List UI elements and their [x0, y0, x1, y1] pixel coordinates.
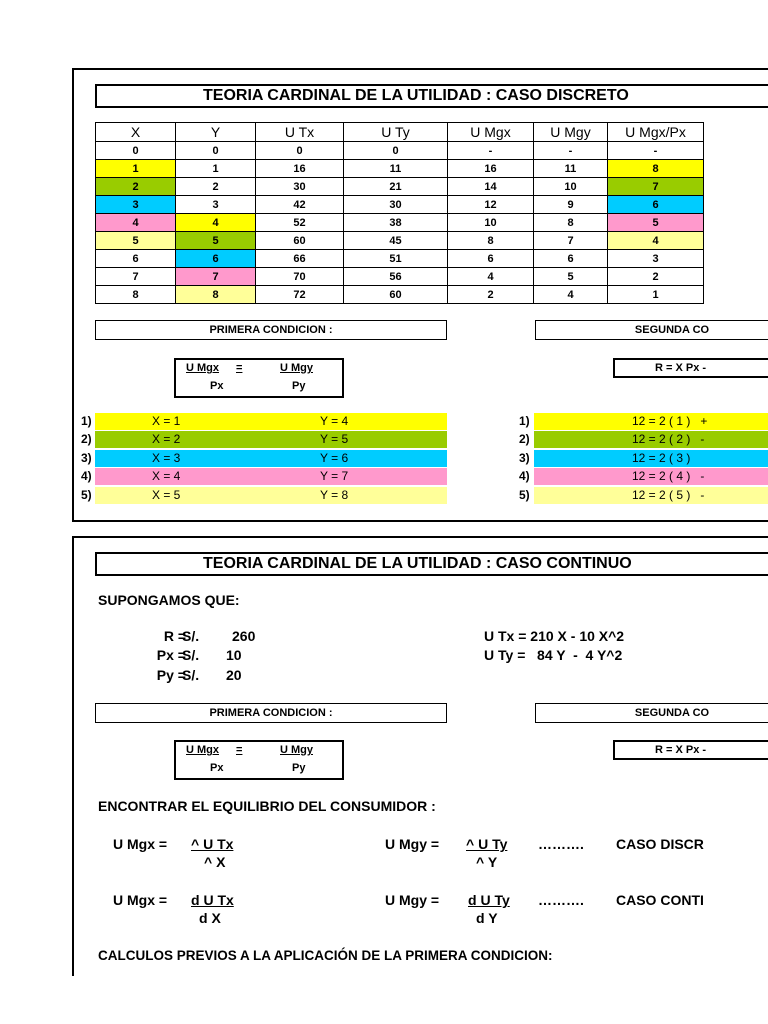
table-cell: 0 [176, 142, 256, 160]
table-cell: - [608, 142, 704, 160]
px-label: Px = [156, 647, 186, 663]
table-cell: 0 [96, 142, 176, 160]
table-cell: 2 [448, 286, 534, 304]
disc-den-y: ^ Y [476, 854, 498, 870]
table-row [96, 142, 704, 160]
table-cell: 51 [344, 250, 448, 268]
list-item [534, 468, 768, 485]
r-value: 260 [232, 628, 256, 644]
umgy-label-disc: U Mgy = [385, 836, 440, 852]
dots-cont: ………. [538, 892, 584, 908]
budget-expression: 12 = 2 ( 2 ) - [632, 432, 705, 447]
table-cell: 6 [534, 250, 608, 268]
equilibrio-heading: ENCONTRAR EL EQUILIBRIO DEL CONSUMIDOR : [98, 798, 436, 814]
table-cell: - [448, 142, 534, 160]
candidate-x: X = 2 [152, 432, 181, 447]
column-header: U Mgx [448, 123, 534, 142]
caso-continuo-label: CASO CONTI [616, 892, 704, 908]
table-cell: 30 [344, 196, 448, 214]
table-row [96, 286, 704, 304]
table-cell: 2 [96, 178, 176, 196]
umgx-label-cont: U Mgx = [113, 892, 168, 908]
formula-py: Py [292, 762, 306, 774]
formula-eq: = [236, 744, 243, 756]
umgx-label-disc: U Mgx = [113, 836, 168, 852]
list-item [95, 431, 447, 448]
table-cell: 8 [608, 160, 704, 178]
table-cell: 10 [448, 214, 534, 232]
budget-expression: 12 = 2 ( 4 ) - [632, 469, 705, 484]
candidate-y: Y = 4 [320, 414, 349, 428]
table-cell: 4 [608, 232, 704, 250]
utility-table [95, 122, 704, 304]
list-item [534, 450, 768, 467]
list-index: 3) [81, 450, 92, 465]
candidate-x: X = 1 [152, 414, 181, 428]
list-index: 3) [519, 450, 530, 465]
budget-formula-box-2: R = X Px - [613, 740, 768, 760]
budget-expression: 12 = 2 ( 1 ) + [632, 414, 708, 428]
table-cell: 14 [448, 178, 534, 196]
column-header: U Ty [344, 123, 448, 142]
table-row [96, 250, 704, 268]
list-item [95, 468, 447, 485]
budget-formula-box: R = X Px - [613, 358, 768, 378]
table-cell: 3 [176, 196, 256, 214]
table-cell: 12 [448, 196, 534, 214]
column-header: Y [176, 123, 256, 142]
formula-umgx: U Mgx [186, 362, 219, 374]
table-cell: 8 [448, 232, 534, 250]
formula-umgy: U Mgy [280, 744, 313, 756]
first-condition-formula-2 [174, 740, 344, 780]
py-currency: S/. [182, 667, 200, 683]
table-cell: 3 [608, 250, 704, 268]
list-index: 5) [81, 487, 92, 502]
formula-py: Py [292, 380, 306, 392]
table-cell: 2 [176, 178, 256, 196]
utx-function: U Tx = 210 X - 10 X^2 [484, 628, 625, 644]
formula-eq: = [236, 362, 243, 374]
r-label: R = [163, 628, 186, 644]
table-cell: 10 [534, 178, 608, 196]
table-cell: 7 [608, 178, 704, 196]
px-currency: S/. [182, 647, 200, 663]
table-cell: 5 [96, 232, 176, 250]
table-cell: 60 [344, 286, 448, 304]
table-cell: 4 [176, 214, 256, 232]
table-cell: 8 [176, 286, 256, 304]
table-cell: 5 [176, 232, 256, 250]
list-index: 1) [81, 414, 92, 428]
list-item [534, 487, 768, 504]
table-cell: 0 [344, 142, 448, 160]
budget-expression: 12 = 2 ( 5 ) - [632, 487, 705, 502]
table-cell: 1 [176, 160, 256, 178]
list-item [95, 450, 447, 467]
px-value: 10 [226, 647, 242, 663]
list-index: 5) [519, 487, 530, 502]
first-condition-formula [174, 358, 344, 398]
table-cell: 6 [448, 250, 534, 268]
cont-num-y: d U Ty [468, 892, 510, 908]
table-row [96, 232, 704, 250]
table-cell: 21 [344, 178, 448, 196]
table-cell: 52 [256, 214, 344, 232]
column-header: X [96, 123, 176, 142]
calculos-heading: CALCULOS PREVIOS A LA APLICACIÓN DE LA PRIMERA CONDICION: [98, 948, 553, 963]
formula-umgy: U Mgy [280, 362, 313, 374]
formula-px: Px [210, 762, 224, 774]
table-cell: 11 [344, 160, 448, 178]
table-cell: 66 [256, 250, 344, 268]
dots-disc: ………. [538, 836, 584, 852]
umgy-label-cont: U Mgy = [385, 892, 440, 908]
uty-function: U Ty = 84 Y - 4 Y^2 [484, 647, 623, 663]
table-cell: 60 [256, 232, 344, 250]
candidate-y: Y = 6 [320, 450, 349, 465]
discrete-title: TEORIA CARDINAL DE LA UTILIDAD : CASO DISCRETO [95, 84, 768, 108]
list-index: 4) [519, 469, 530, 484]
table-cell: 4 [448, 268, 534, 286]
suponiendo-label: SUPONGAMOS QUE: [98, 592, 240, 608]
disc-den-x: ^ X [204, 854, 226, 870]
py-label: Py = [156, 667, 186, 683]
table-cell: 30 [256, 178, 344, 196]
candidate-y: Y = 7 [320, 469, 349, 484]
cont-num-x: d U Tx [191, 892, 234, 908]
table-cell: 7 [534, 232, 608, 250]
budget-expression: 12 = 2 ( 3 ) [632, 450, 691, 465]
primera-condicion-box: PRIMERA CONDICION : [95, 320, 447, 340]
table-cell: 7 [96, 268, 176, 286]
table-row [96, 160, 704, 178]
table-header-row [96, 123, 704, 142]
list-item [95, 413, 447, 430]
cont-den-x: d X [199, 910, 221, 926]
disc-num-x: ^ U Tx [191, 836, 234, 852]
candidate-y: Y = 5 [320, 432, 349, 447]
table-cell: 8 [534, 214, 608, 232]
table-cell: 7 [176, 268, 256, 286]
formula-umgx: U Mgx [186, 744, 219, 756]
table-cell: 2 [608, 268, 704, 286]
py-value: 20 [226, 667, 242, 683]
table-cell: 45 [344, 232, 448, 250]
continuous-title: TEORIA CARDINAL DE LA UTILIDAD : CASO CONTINUO [95, 552, 768, 576]
candidate-x: X = 3 [152, 450, 181, 465]
table-cell: 16 [448, 160, 534, 178]
table-cell: 42 [256, 196, 344, 214]
table-cell: 3 [96, 196, 176, 214]
table-row [96, 268, 704, 286]
disc-num-y: ^ U Ty [466, 836, 508, 852]
table-cell: 8 [96, 286, 176, 304]
list-item [95, 487, 447, 504]
table-cell: 1 [608, 286, 704, 304]
candidate-x: X = 5 [152, 487, 181, 502]
table-cell: 4 [96, 214, 176, 232]
column-header: U Mgx/Px [608, 123, 704, 142]
list-index: 1) [519, 414, 530, 428]
cont-den-y: d Y [476, 910, 498, 926]
table-cell: 6 [608, 196, 704, 214]
list-index: 2) [519, 432, 530, 447]
table-cell: 0 [256, 142, 344, 160]
caso-discreto-label: CASO DISCR [616, 836, 704, 852]
formula-px: Px [210, 380, 224, 392]
primera-condicion-box-2: PRIMERA CONDICION : [95, 703, 447, 723]
table-row [96, 196, 704, 214]
table-cell: 5 [534, 268, 608, 286]
table-cell: 56 [344, 268, 448, 286]
list-index: 4) [81, 469, 92, 484]
list-index: 2) [81, 432, 92, 447]
table-row [96, 178, 704, 196]
table-cell: 6 [96, 250, 176, 268]
list-item [534, 431, 768, 448]
candidate-x: X = 4 [152, 469, 181, 484]
table-cell: - [534, 142, 608, 160]
table-cell: 1 [96, 160, 176, 178]
table-cell: 16 [256, 160, 344, 178]
table-cell: 9 [534, 196, 608, 214]
column-header: U Mgy [534, 123, 608, 142]
column-header: U Tx [256, 123, 344, 142]
table-cell: 6 [176, 250, 256, 268]
candidate-y: Y = 8 [320, 487, 349, 502]
table-cell: 4 [534, 286, 608, 304]
r-currency: S/. [182, 628, 200, 644]
segunda-condicion-box: SEGUNDA CO [535, 320, 768, 340]
segunda-condicion-box-2: SEGUNDA CO [535, 703, 768, 723]
table-cell: 70 [256, 268, 344, 286]
list-item [534, 413, 768, 430]
table-cell: 11 [534, 160, 608, 178]
table-cell: 5 [608, 214, 704, 232]
table-row [96, 214, 704, 232]
table-cell: 38 [344, 214, 448, 232]
table-cell: 72 [256, 286, 344, 304]
